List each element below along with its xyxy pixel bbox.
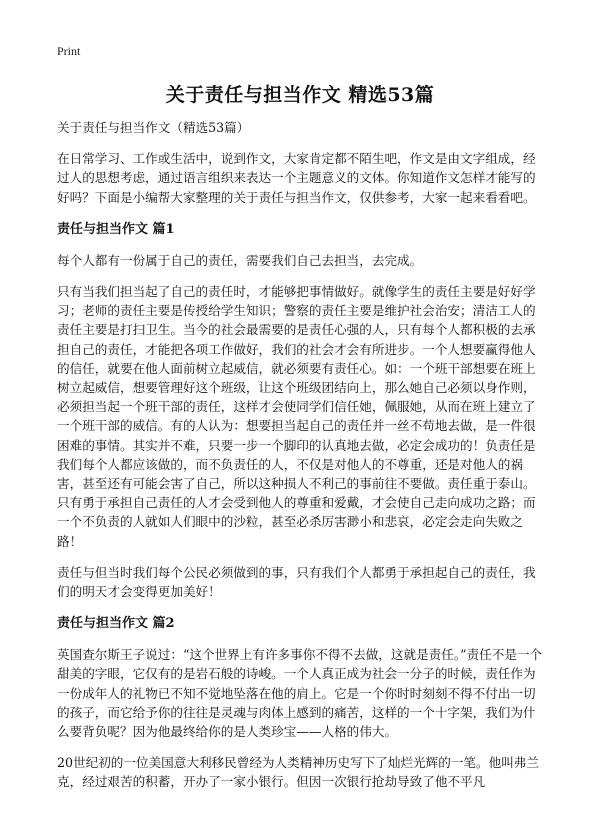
intro-paragraph: 在日常学习、工作或生活中，说到作文，大家肯定都不陌生吧，作文是由文字组成，经过人的思想考虑，通过语言组织来表达一个主题意义的文体。你知道作文怎样才能写的好吗？下面是小编帮大家整理的关于责任与担当作文，仅供参考，大家一起来看看吧。 [57, 151, 536, 205]
section-heading: 责任与担当作文 篇1 [57, 221, 175, 237]
section-heading: 责任与担当作文 篇2 [57, 616, 175, 632]
paragraph: 每个人都有一份属于自己的责任，需要我们自己去担当，去完成。 [57, 252, 423, 268]
paragraph: 责任与但当时我们每个公民必须做到的事，只有我们个人都勇于承担起自己的责任，我们的明天才会变得更加美好！ [57, 564, 536, 600]
paragraph: 英国查尔斯王子说过：“这个世界上有许多事你不得不去做，这就是责任。”责任不是一个甜美的字眼，它仅有的是岩石般的诗峻。一个人真正成为社会一分子的时候，责任作为一份成年人的礼物已不知不觉地坠落在他的肩上。它是一个你时时刻刻不得不付出一切的孩子，而它给予你的往往是灵魂与肉体上感到的痛苦，这样的一个十字架，我们为什么要背负呢？因为他最终给你的是人类珍宝——人格的伟大。 [57, 647, 543, 740]
paragraph: 只有当我们担当起了自己的责任时，才能够把事情做好。就像学生的责任主要是好好学习；老师的责任主要是传授给学生知识；警察的责任主要是维护社会治安；清洁工人的责任主要是打扫卫生。当今的社会最需要的是责任心强的人，只有每个人都积极的去承担自己的责任，才能把各项工作做好，我们的社会才会有所进步。一个人想要赢得他人的信任，就要在他人面前树立起威信，就必须要有责任心。如：一个班干部想要在班上树立起威信，想要管理好这个班级，让这个班级团结向上，那么她自己必须以身作则，必须担当起一个班干部的责任，这样才会使同学们信任她，佩服她，从而在班上建立了一个班干部的威信。有的人认为：想要担当起自己的责任并一丝不苟地去做，是一件很困难的事情。其实并不难，只要一步一个脚印的认真地去做，必定会成功的！负责任是我们每个人都应该做的，而不负责任的人，不仅是对他人的不尊重，还是对他人的祸害，甚至还有可能会害了自己，所以这种损人不利己的事前往不要做。责任重于泰山。只有勇于承担自己责任的人才会受到他人的尊重和爱戴，才会使自己走向成功之路；而一个不负责的人就如人们眼中的沙粒，甚至必杀厉害渺小和悲哀，必定会走向失败之路！ [57, 284, 536, 549]
paragraph: 20世纪初的一位美国意大利移民曾经为人类精神历史写下了灿烂光辉的一笔。他叫弗兰克，经过艰苦的积蓄，开办了一家小银行。但因一次银行抢劫导致了他不平凡 [57, 755, 539, 790]
print-label: Print [57, 44, 81, 58]
page-title: 关于责任与担当作文 精选53篇 [165, 84, 435, 106]
article-body [57, 118, 547, 804]
article-subtitle: 关于责任与担当作文（精选53篇） [57, 120, 250, 135]
